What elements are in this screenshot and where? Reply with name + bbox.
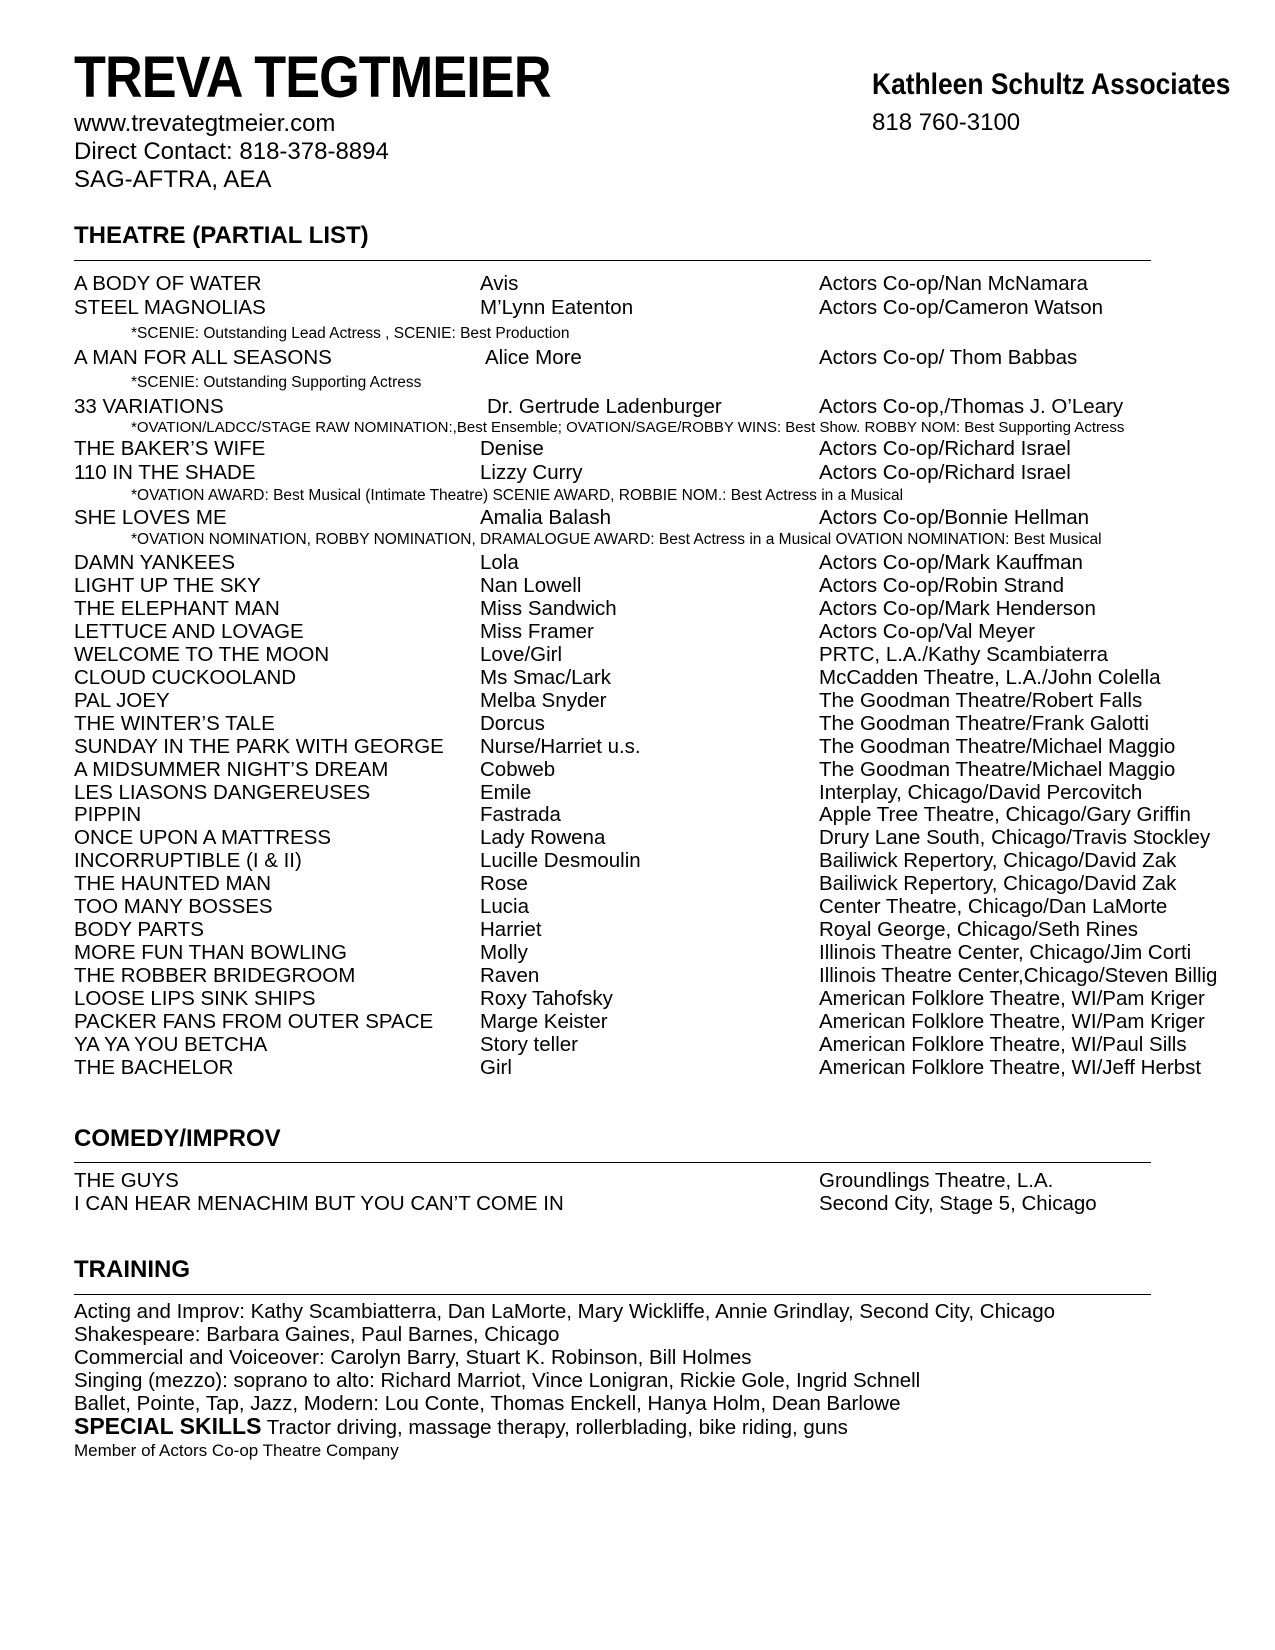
credit-company: Second City, Stage 5, Chicago [819, 1192, 1097, 1215]
credit-company: American Folklore Theatre, WI/Jeff Herbst [819, 1056, 1202, 1079]
credit-role: Story teller [480, 1033, 578, 1056]
training-line: Shakespeare: Barbara Gaines, Paul Barnes, Chicago [74, 1323, 560, 1346]
credit-role: Lady Rowena [480, 826, 606, 849]
credit-row [0, 620, 1275, 643]
credit-title: PACKER FANS FROM OUTER SPACE [74, 1010, 434, 1033]
credit-row [0, 964, 1275, 987]
credit-row [0, 597, 1275, 620]
training-line: Ballet, Pointe, Tap, Jazz, Modern: Lou Conte, Thomas Enckell, Hanya Holm, Dean Barlowe [74, 1392, 901, 1415]
credit-title: CLOUD CUCKOOLAND [74, 666, 297, 689]
credit-role: Denise [480, 437, 544, 460]
credit-row [0, 803, 1275, 826]
credit-title: THE WINTER’S TALE [74, 712, 275, 735]
credit-title: TOO MANY BOSSES [74, 895, 273, 918]
credit-company: Groundlings Theatre, L.A. [819, 1169, 1054, 1192]
credit-company: Illinois Theatre Center, Chicago/Jim Corti [819, 941, 1192, 964]
credit-row [0, 826, 1275, 849]
training-divider [74, 1294, 1151, 1295]
special-skills-label: SPECIAL SKILLS [74, 1413, 262, 1439]
credit-company: Illinois Theatre Center,Chicago/Steven Billig [819, 964, 1218, 987]
award-note: *SCENIE: Outstanding Supporting Actress [131, 374, 422, 391]
credit-row [0, 872, 1275, 895]
credit-company: The Goodman Theatre/Michael Maggio [819, 735, 1176, 758]
special-skills [74, 1413, 848, 1440]
credit-row [0, 666, 1275, 689]
credit-role: Marge Keister [480, 1010, 608, 1033]
credit-company: McCadden Theatre, L.A./John Colella [819, 666, 1161, 689]
credit-company: Actors Co-op,/Thomas J. O’Leary [819, 395, 1124, 418]
credit-company: Actors Co-op/Mark Henderson [819, 597, 1096, 620]
credit-company: The Goodman Theatre/Robert Falls [819, 689, 1143, 712]
credit-role: Dorcus [480, 712, 545, 735]
credit-title: STEEL MAGNOLIAS [74, 296, 266, 319]
credit-row [0, 643, 1275, 666]
credit-company: Actors Co-op/Mark Kauffman [819, 551, 1083, 574]
credit-company: Drury Lane South, Chicago/Travis Stockley [819, 826, 1211, 849]
credit-role: Emile [480, 781, 532, 804]
actor-name: TREVA TEGTMEIER [74, 45, 551, 110]
training-line: Singing (mezzo): soprano to alto: Richard Marriot, Vince Lonigran, Rickie Gole, Ingrid Schnell [74, 1369, 921, 1392]
credit-title: MORE FUN THAN BOWLING [74, 941, 347, 964]
agency-name: Kathleen Schultz Associates [872, 68, 1231, 101]
credit-row [0, 781, 1275, 804]
credit-title: A MIDSUMMER NIGHT’S DREAM [74, 758, 389, 781]
credit-company: Actors Co-op/Richard Israel [819, 437, 1071, 460]
credit-title: INCORRUPTIBLE (I & II) [74, 849, 302, 872]
theatre-heading: THEATRE (PARTIAL LIST) [74, 222, 369, 249]
credit-company: The Goodman Theatre/Michael Maggio [819, 758, 1176, 781]
credit-title: SUNDAY IN THE PARK WITH GEORGE [74, 735, 444, 758]
credit-row [0, 987, 1275, 1010]
credit-row [0, 574, 1275, 597]
credit-company: American Folklore Theatre, WI/Paul Sills [819, 1033, 1187, 1056]
credit-company: Actors Co-op/Val Meyer [819, 620, 1036, 643]
credit-role: Miss Framer [480, 620, 594, 643]
credit-role: Nurse/Harriet u.s. [480, 735, 641, 758]
credit-title: THE ROBBER BRIDEGROOM [74, 964, 356, 987]
membership-note: Member of Actors Co-op Theatre Company [74, 1441, 399, 1460]
credit-row [0, 437, 1275, 460]
credit-row [0, 712, 1275, 735]
award-note: *SCENIE: Outstanding Lead Actress , SCENIE: Best Production [131, 325, 570, 342]
credit-role: Amalia Balash [480, 506, 612, 529]
credit-role: Raven [480, 964, 540, 987]
credit-role: Miss Sandwich [480, 597, 617, 620]
credit-role: Dr. Gertrude Ladenburger [487, 395, 722, 418]
credit-company: Actors Co-op/Richard Israel [819, 461, 1071, 484]
credit-role: Ms Smac/Lark [480, 666, 611, 689]
credit-role: M’Lynn Eatenton [480, 296, 634, 319]
credit-role: Lucia [480, 895, 530, 918]
credit-row [0, 461, 1275, 484]
special-skills-text: Tractor driving, massage therapy, rollerblading, bike riding, guns [261, 1416, 848, 1439]
credit-title: WELCOME TO THE MOON [74, 643, 330, 666]
credit-company: Actors Co-op/Cameron Watson [819, 296, 1104, 319]
union-affiliations: SAG-AFTRA, AEA [74, 166, 272, 193]
credit-role: Lola [480, 551, 519, 574]
credit-role: Fastrada [480, 803, 561, 826]
comedy-divider [74, 1162, 1151, 1163]
credit-row [0, 272, 1275, 295]
credit-title: THE GUYS [74, 1169, 179, 1192]
credit-row [0, 895, 1275, 918]
credit-row [0, 395, 1275, 418]
credit-role: Girl [480, 1056, 512, 1079]
credit-row [0, 1056, 1275, 1079]
credit-company: Royal George, Chicago/Seth Rines [819, 918, 1139, 941]
credit-title: BODY PARTS [74, 918, 204, 941]
direct-contact: Direct Contact: 818-378-8894 [74, 138, 389, 165]
credit-title: THE ELEPHANT MAN [74, 597, 280, 620]
credit-title: A MAN FOR ALL SEASONS [74, 346, 332, 369]
award-note: *OVATION NOMINATION, ROBBY NOMINATION, DRAMALOGUE AWARD: Best Actress in a Musical OVATION NOMINATION: Best Musical [131, 531, 1102, 548]
credit-company: Interplay, Chicago/David Percovitch [819, 781, 1143, 804]
award-note: *OVATION AWARD: Best Musical (Intimate Theatre) SCENIE AWARD, ROBBIE NOM.: Best Actress in a Musical [131, 487, 904, 504]
award-note: *OVATION/LADCC/STAGE RAW NOMINATION:,Best Ensemble; OVATION/SAGE/ROBBY WINS: Best Show. ROBBY NOM: Best Supporting Actress [131, 419, 1125, 436]
credit-row [0, 758, 1275, 781]
credit-title: DAMN YANKEES [74, 551, 236, 574]
credit-role: Roxy Tahofsky [480, 987, 613, 1010]
credit-role: Rose [480, 872, 528, 895]
credit-title: SHE LOVES ME [74, 506, 227, 529]
credit-company: American Folklore Theatre, WI/Pam Kriger [819, 1010, 1205, 1033]
theatre-divider [74, 260, 1151, 261]
credit-role: Melba Snyder [480, 689, 607, 712]
website-link[interactable]: www.trevategtmeier.com [74, 110, 336, 137]
credit-title: THE HAUNTED MAN [74, 872, 272, 895]
credit-row [0, 296, 1275, 319]
credit-role: Lizzy Curry [480, 461, 583, 484]
credit-company: Bailiwick Repertory, Chicago/David Zak [819, 849, 1177, 872]
credit-title: THE BAKER’S WIFE [74, 437, 266, 460]
credit-company: Actors Co-op/Bonnie Hellman [819, 506, 1090, 529]
credit-role: Love/Girl [480, 643, 563, 666]
credit-title: I CAN HEAR MENACHIM BUT YOU CAN’T COME IN [74, 1192, 564, 1215]
credit-title: LETTUCE AND LOVAGE [74, 620, 304, 643]
credit-row [0, 689, 1275, 712]
credit-row [0, 551, 1275, 574]
credit-row [0, 346, 1275, 369]
credit-row [0, 1192, 1275, 1215]
credit-company: Bailiwick Repertory, Chicago/David Zak [819, 872, 1177, 895]
credit-company: American Folklore Theatre, WI/Pam Kriger [819, 987, 1205, 1010]
credit-role: Molly [480, 941, 528, 964]
training-heading: TRAINING [74, 1256, 190, 1283]
credit-company: PRTC, L.A./Kathy Scambiaterra [819, 643, 1109, 666]
credit-title: LOOSE LIPS SINK SHIPS [74, 987, 316, 1010]
credit-company: The Goodman Theatre/Frank Galotti [819, 712, 1150, 735]
agency-phone: 818 760-3100 [872, 109, 1021, 136]
credit-title: PAL JOEY [74, 689, 170, 712]
credit-title: PIPPIN [74, 803, 142, 826]
credit-title: 33 VARIATIONS [74, 395, 224, 418]
credit-row [0, 941, 1275, 964]
credit-role: Alice More [485, 346, 582, 369]
credit-row [0, 849, 1275, 872]
credit-company: Actors Co-op/Robin Strand [819, 574, 1064, 597]
credit-role: Cobweb [480, 758, 556, 781]
credit-title: YA YA YOU BETCHA [74, 1033, 268, 1056]
credit-title: THE BACHELOR [74, 1056, 234, 1079]
credit-row [0, 1010, 1275, 1033]
credit-title: 110 IN THE SHADE [74, 461, 256, 484]
credit-role: Harriet [480, 918, 542, 941]
credit-title: LIGHT UP THE SKY [74, 574, 261, 597]
credit-company: Center Theatre, Chicago/Dan LaMorte [819, 895, 1168, 918]
credit-role: Lucille Desmoulin [480, 849, 641, 872]
credit-row [0, 506, 1275, 529]
credit-company: Apple Tree Theatre, Chicago/Gary Griffin [819, 803, 1191, 826]
credit-title: ONCE UPON A MATTRESS [74, 826, 332, 849]
credit-row [0, 1169, 1275, 1192]
credit-company: Actors Co-op/Nan McNamara [819, 272, 1088, 295]
comedy-heading: COMEDY/IMPROV [74, 1125, 281, 1152]
credit-role: Nan Lowell [480, 574, 582, 597]
credit-company: Actors Co-op/ Thom Babbas [819, 346, 1078, 369]
training-line: Acting and Improv: Kathy Scambiatterra, Dan LaMorte, Mary Wickliffe, Annie Grindlay, Second City, Chicago [74, 1300, 1056, 1323]
credit-row [0, 735, 1275, 758]
credit-title: LES LIASONS DANGEREUSES [74, 781, 371, 804]
training-line: Commercial and Voiceover: Carolyn Barry, Stuart K. Robinson, Bill Holmes [74, 1346, 752, 1369]
credit-role: Avis [480, 272, 519, 295]
credit-title: A BODY OF WATER [74, 272, 262, 295]
credit-row [0, 1033, 1275, 1056]
credit-row [0, 918, 1275, 941]
